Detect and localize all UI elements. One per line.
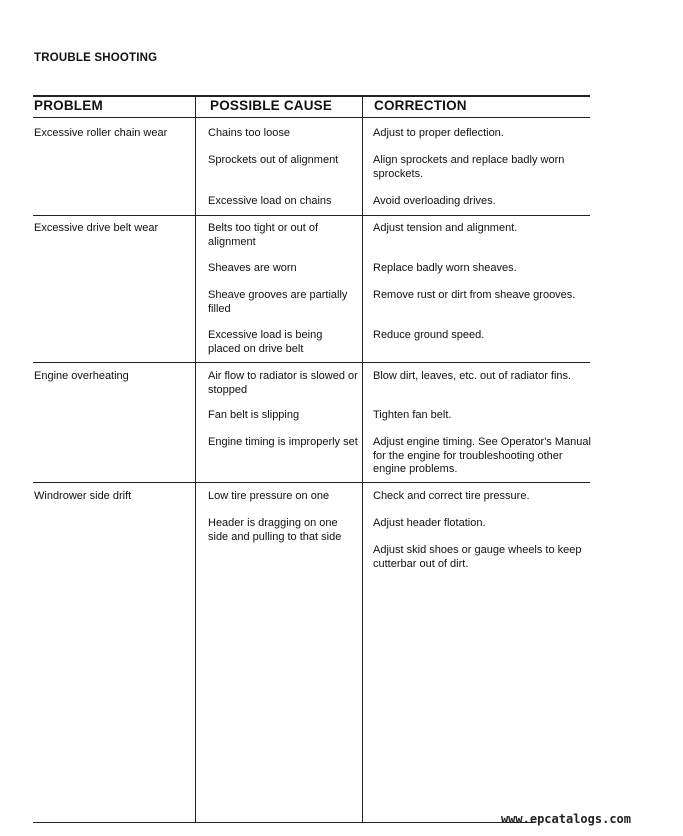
table-bottom-rule	[33, 822, 533, 823]
header-bottom-rule	[33, 117, 590, 118]
correction-cell: Check and correct tire pressure.	[373, 490, 530, 502]
correction-cell: Blow dirt, leaves, etc. out of radiator fins.	[373, 370, 572, 382]
correction-cell: Replace badly worn sheaves.	[373, 262, 517, 274]
correction-cell: Remove rust or dirt from sheave grooves.	[373, 289, 576, 301]
cause-cell: Chains too loose	[208, 127, 290, 139]
cause-cell: Engine timing is improperly set	[208, 436, 358, 448]
correction-cell: Adjust to proper deflection.	[373, 127, 504, 139]
cause-cell: Low tire pressure on one	[208, 490, 330, 502]
correction-cell: Adjust engine timing. See Operator's Manual for the engine for troubleshooting other engine problems.	[373, 436, 591, 475]
cause-cell: Excessive load on chains	[208, 195, 332, 207]
column-divider	[362, 97, 363, 822]
correction-cell: Adjust tension and alignment.	[373, 222, 518, 234]
cause-cell: Header is dragging on one side and pulling to that side	[208, 517, 342, 543]
cause-cell: Sheaves are worn	[208, 262, 297, 274]
row-divider	[33, 215, 590, 216]
correction-cell: Reduce ground speed.	[373, 329, 485, 341]
cause-cell: Sheave grooves are partially filled	[208, 289, 348, 315]
header-possible-cause: POSSIBLE CAUSE	[210, 98, 333, 113]
problem-cell: Engine overheating	[34, 370, 129, 382]
cause-cell: Air flow to radiator is slowed or stopped	[208, 370, 358, 396]
problem-cell: Windrower side drift	[34, 490, 132, 502]
correction-cell: Align sprockets and replace badly worn sprockets.	[373, 154, 565, 180]
table-top-rule	[33, 95, 590, 97]
row-divider	[33, 482, 590, 483]
page-title: TROUBLE SHOOTING	[34, 52, 158, 64]
header-correction: CORRECTION	[374, 98, 467, 113]
row-divider	[33, 362, 590, 363]
correction-cell: Tighten fan belt.	[373, 409, 452, 421]
problem-cell: Excessive drive belt wear	[34, 222, 159, 234]
cause-cell: Belts too tight or out of alignment	[208, 222, 319, 248]
header-problem: PROBLEM	[34, 98, 103, 113]
cause-cell: Fan belt is slipping	[208, 409, 300, 421]
watermark: www.epcatalogs.com	[500, 812, 631, 826]
cause-cell: Excessive load is being placed on drive belt	[208, 329, 323, 355]
correction-cell: Adjust skid shoes or gauge wheels to keep cutterbar out of dirt.	[373, 544, 582, 570]
correction-cell: Avoid overloading drives.	[373, 195, 496, 207]
column-divider	[195, 97, 196, 822]
correction-cell: Adjust header flotation.	[373, 517, 486, 529]
cause-cell: Sprockets out of alignment	[208, 154, 339, 166]
problem-cell: Excessive roller chain wear	[34, 127, 168, 139]
